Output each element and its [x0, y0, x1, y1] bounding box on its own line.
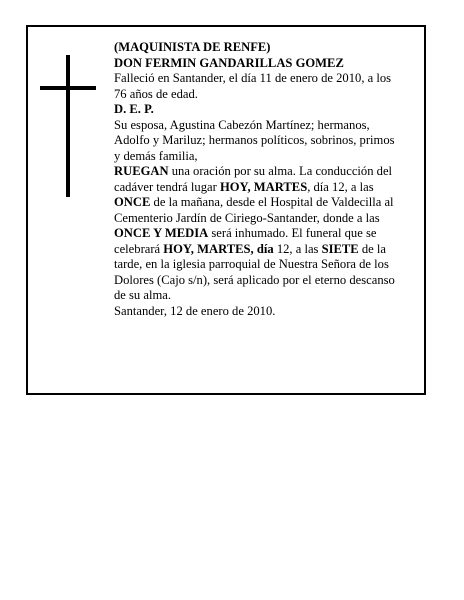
request-line-3-bold: ONCE [114, 195, 151, 209]
profession: (MAQUINISTA DE RENFE) [114, 40, 271, 54]
death-line-1: Falleció en Santander, el día 11 de enero de 2010, a los [114, 71, 392, 85]
request-verb: RUEGAN [114, 164, 169, 178]
cross-horizontal-bar [40, 86, 96, 90]
cross-vertical-bar [66, 55, 70, 197]
rip: D. E. P. [114, 102, 154, 116]
request-line-6-bold-b: día [256, 241, 274, 256]
request-line-9: de su alma. [114, 288, 172, 302]
request-line-3-text: de la mañana, desde el Hospital de Valdecilla al [150, 195, 394, 209]
request-line-6-bold-a: HOY, MARTES, [163, 241, 254, 256]
closing-date: Santander, 12 de enero de 2010. [114, 303, 276, 318]
family-line-1: Su esposa, Agustina Cabezón Martínez; hermanos, [114, 117, 370, 132]
request-line-2-text-b: , día 12, a las [307, 179, 374, 194]
request-line-6-text-a: celebrará [114, 241, 164, 256]
request-line-6 [114, 242, 422, 258]
request-line-6-bold-c: SIETE [321, 241, 359, 256]
request-line-5 [114, 226, 422, 242]
request-line-2 [114, 180, 422, 196]
family-line-2: Adolfo y Mariluz; hermanos políticos, sobrinos, primos [114, 133, 395, 147]
request-line-5-text: será inhumado. El funeral que se [208, 226, 377, 240]
request-line-5-bold: ONCE Y MEDIA [114, 226, 209, 240]
request-line-1 [114, 164, 422, 180]
notice-text [114, 40, 422, 319]
request-line-3 [114, 195, 422, 211]
request-line-6-text-b: 12, a las [273, 241, 322, 256]
obituary-notice [26, 25, 426, 395]
request-line-6-text-c: de la [358, 241, 386, 256]
request-line-4: Cementerio Jardín de Ciriego-Santander, donde a las [114, 210, 380, 225]
deceased-name: DON FERMIN GANDARILLAS GOMEZ [114, 55, 344, 70]
request-line-7: tarde, en la iglesia parroquial de Nuestra Señora de los [114, 257, 389, 271]
request-line-8: Dolores (Cajo s/n), será aplicado por el eterno descanso [114, 272, 395, 287]
request-line-2-bold: HOY, MARTES [219, 179, 308, 194]
request-line-2-text-a: cadáver tendrá lugar [114, 179, 220, 194]
request-line-1-text: una oración por su alma. La conducción del [168, 164, 393, 178]
cross-icon [40, 55, 96, 197]
death-line-2: 76 años de edad. [114, 86, 198, 101]
family-line-3: y demás familia, [114, 148, 198, 163]
